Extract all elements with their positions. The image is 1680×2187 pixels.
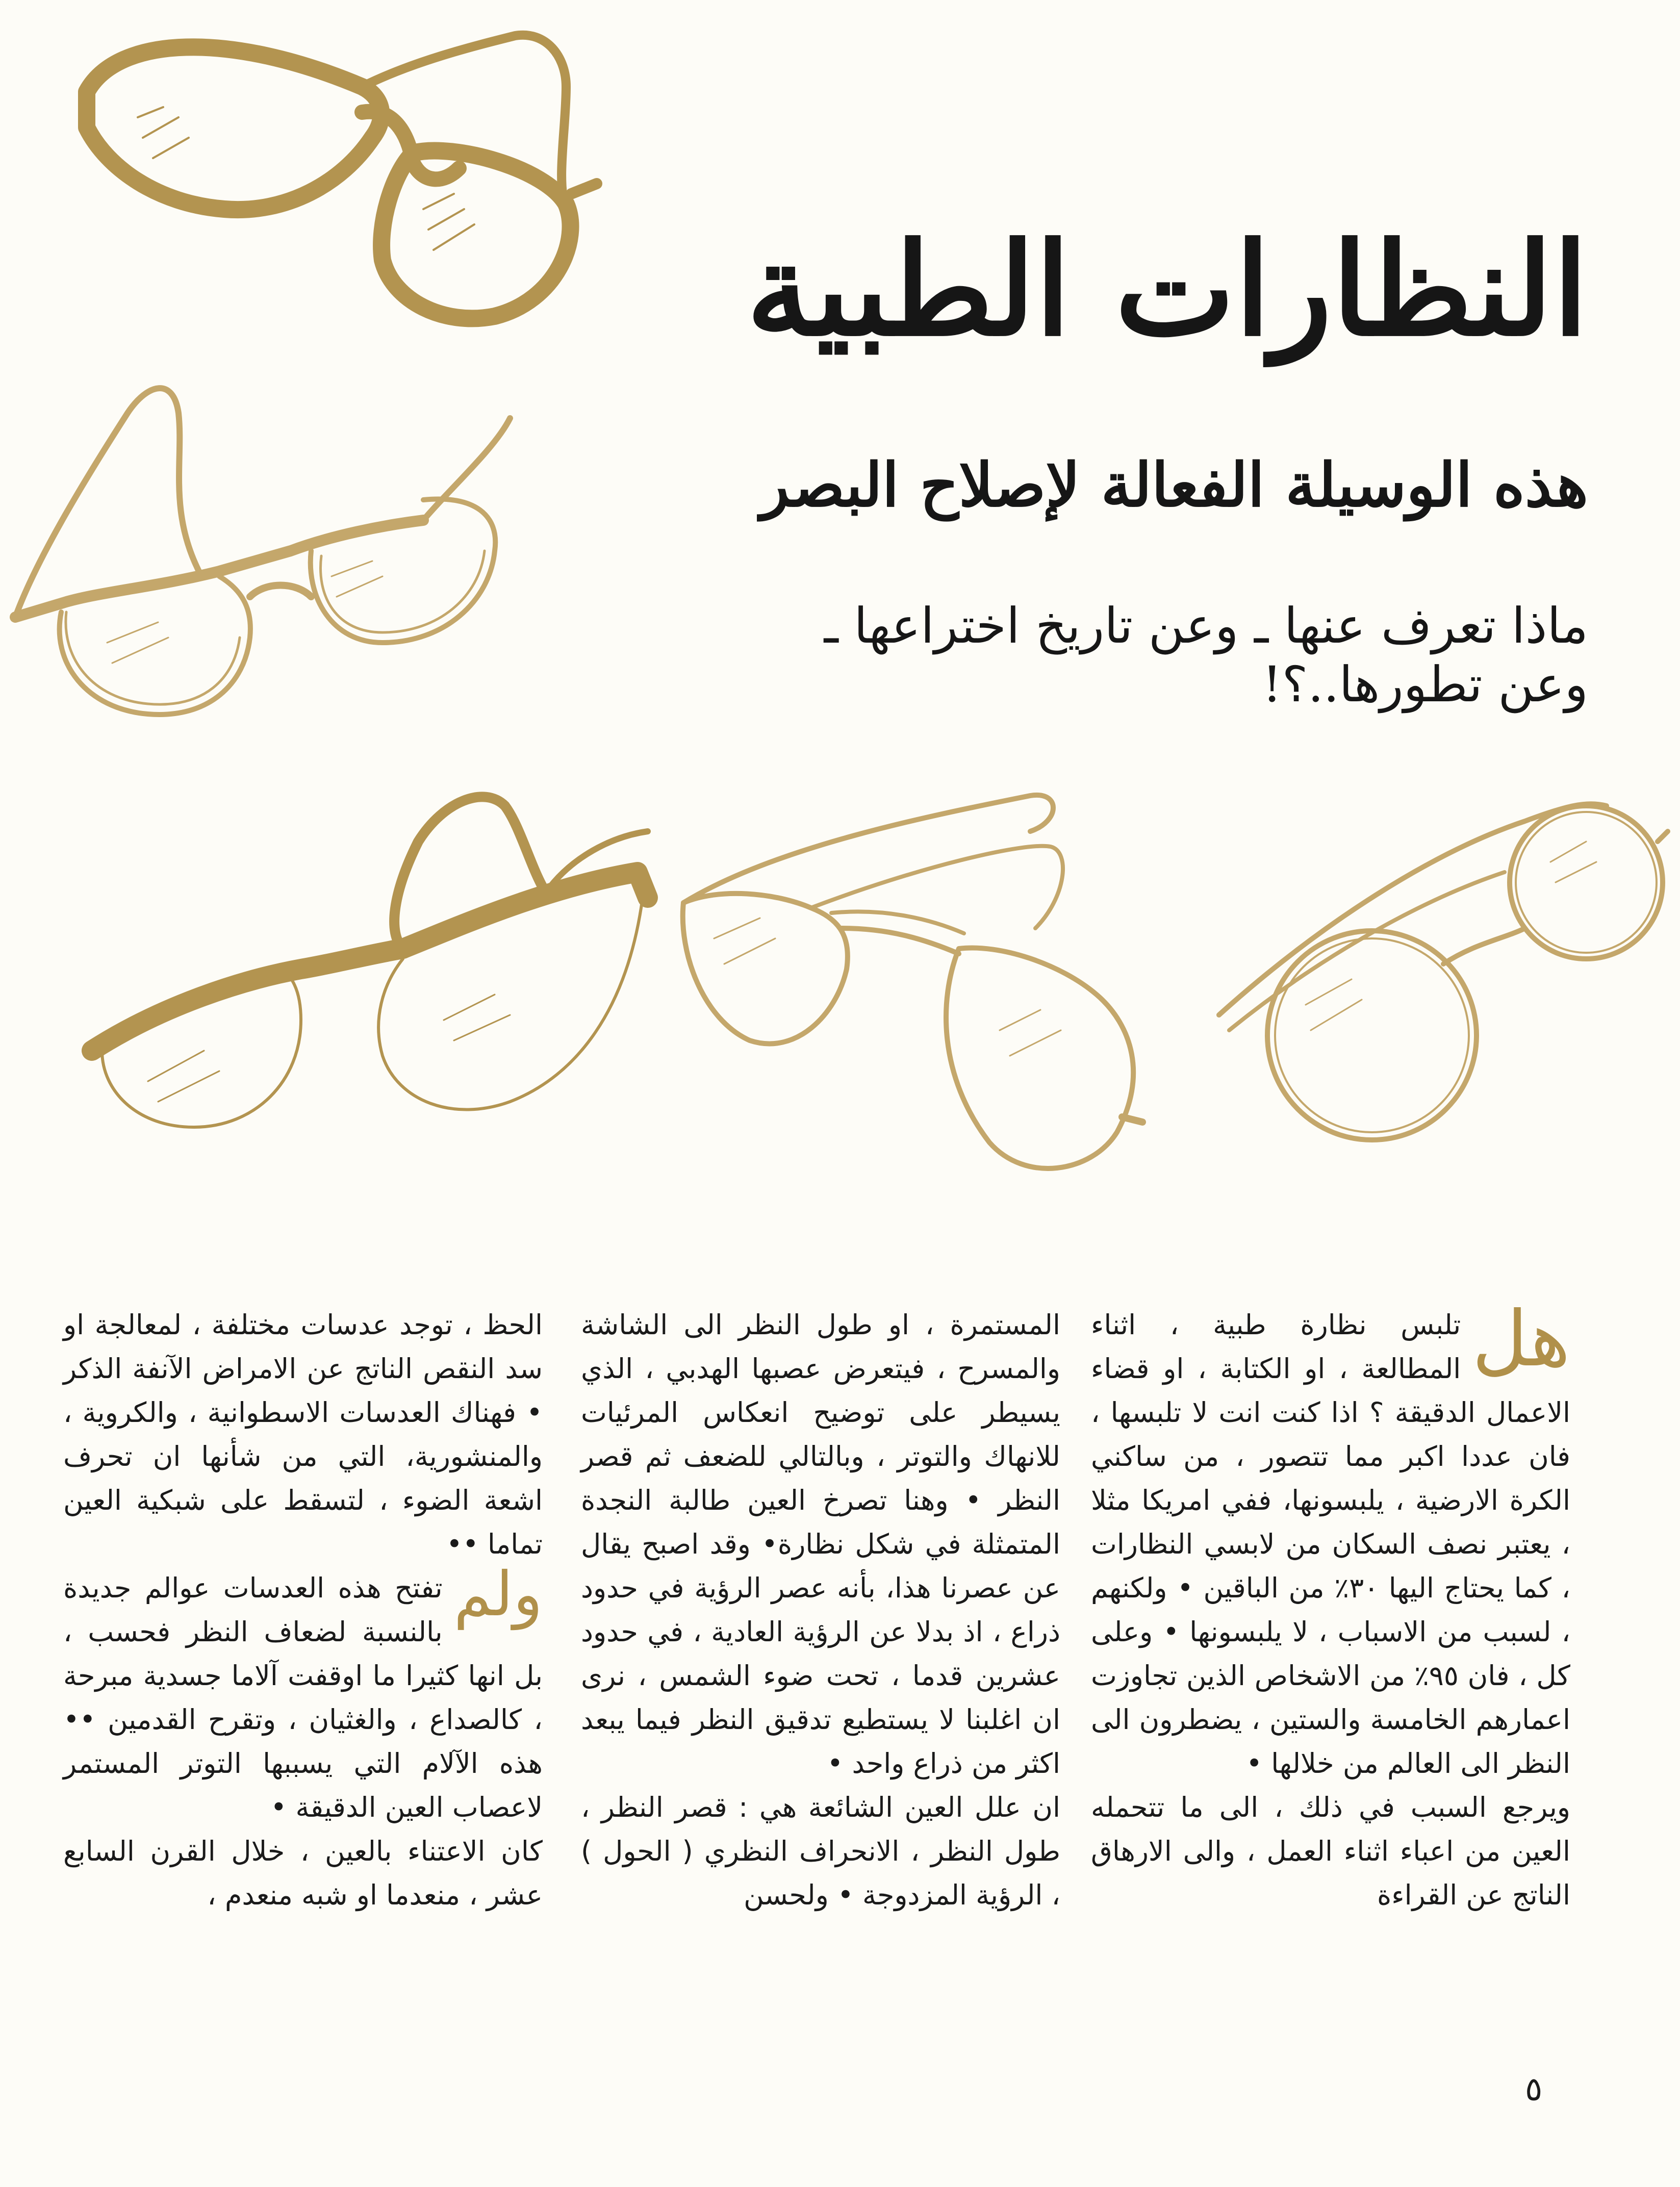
clubmaster-glasses (5, 357, 520, 724)
article-tagline: ماذا تعرف عنها ـ وعن تاريخ اختراعها ـ وعن تطورها..؟! (824, 597, 1588, 714)
paragraph: ويرجع السبب في ذلك ، الى ما تتحمله العين من اعباء اثناء العمل ، والى الارهاق الناتج عن القراءة (1091, 1791, 1570, 1911)
dark-frame-glasses-icon (56, 15, 592, 347)
folded-dark-glasses-icon (87, 765, 663, 1132)
article-subtitle: هذه الوسيلة الفعالة لإصلاح البصر (760, 449, 1588, 520)
paragraph: المستمرة ، او طول النظر الى الشاشة والمسرح ، فيتعرض عصبها الهدبي ، الذي يسيطر على توضيح انعكاس المرئيات للانهاك والتوتر ، وبالتالي للضعف ثم قصر النظر • وهنا تصرخ العين طالبة النجدة المتمثلة في شكل نظارة• وقد اصبح يقال عن عصرنا هذا، بأنه عصر الرؤية في حدود ذراع ، اذ بدلا عن الرؤية العادية ، في حدود عشرين قدما ، تحت ضوء الشمس ، نرى ان اغلبنا لا يستطيع تدقيق النظر فيما يبعد اكثر من ذراع واحد • (581, 1309, 1060, 1779)
paragraph: الحظ ، توجد عدسات مختلفة ، لمعالجة او سد النقص الناتج عن الامراض الآنفة الذكر • فهناك العدسات الاسطوانية ، والكروية ، والمنشورية، التي من شأنها ان تحرف اشعة الضوء ، لتسقط على شبكية العين تماما •• (63, 1309, 543, 1560)
text-column-1 (1091, 1295, 1571, 2068)
page-number: ٥ (1525, 2071, 1543, 2108)
paragraph: كان الاعتناء بالعين ، خلال القرن السابع عشر ، منعدما او شبه منعدم ، (63, 1835, 543, 1911)
dark-frame-glasses (56, 15, 592, 347)
article-title: النظارات الطبية (746, 214, 1588, 364)
round-wire-glasses (1219, 791, 1668, 1148)
paragraph: تلبس نظارة طبية ، اثناء المطالعة ، او الكتابة ، او قضاء الاعمال الدقيقة ؟ اذا كنت انت لا تلبسها ، فان عددا اكبر مما تتصور ، من ساكني الكرة الارضية ، يلبسونها، ففي امريكا مثلا ، يعتبر نصف السكان من لابسي النظارات ، كما يحتاج اليها ٣٠٪ من الباقين • ولكنهم ، لسبب من الاسباب ، لا يلبسونها • وعلى كل ، فان ٩٥٪ من الاشخاص الذين تجاوزت اعمارهم الخامسة والستين ، يضطرون الى النظر الى العالم من خلالها • (1091, 1309, 1571, 1779)
folded-dark-glasses (87, 765, 663, 1132)
clubmaster-glasses-icon (5, 357, 520, 724)
paragraph: تفتح هذه العدسات عوالم جديدة بالنسبة لضعاف النظر فحسب ، بل انها كثيرا ما اوقفت آلاما جسدية مبرحة ، كالصداع ، والغثيان ، وتقرح القدمين •• هذه الآلام التي يسببها التوتر المستمر لاعصاب العين الدقيقة • (63, 1572, 543, 1823)
initial-word: هل (1472, 1295, 1570, 1384)
text-column-3 (63, 1303, 543, 2068)
aviator-glasses-icon (673, 785, 1224, 1183)
aviator-glasses (673, 785, 1224, 1183)
initial-word: ولم (453, 1559, 543, 1630)
text-column-2 (581, 1303, 1060, 2068)
round-wire-glasses-icon (1219, 791, 1668, 1148)
paragraph: ان علل العين الشائعة هي : قصر النظر ، طول النظر ، الانحراف النظري ( الحول ) ، الرؤية المزدوجة • ولحسن (581, 1791, 1060, 1911)
